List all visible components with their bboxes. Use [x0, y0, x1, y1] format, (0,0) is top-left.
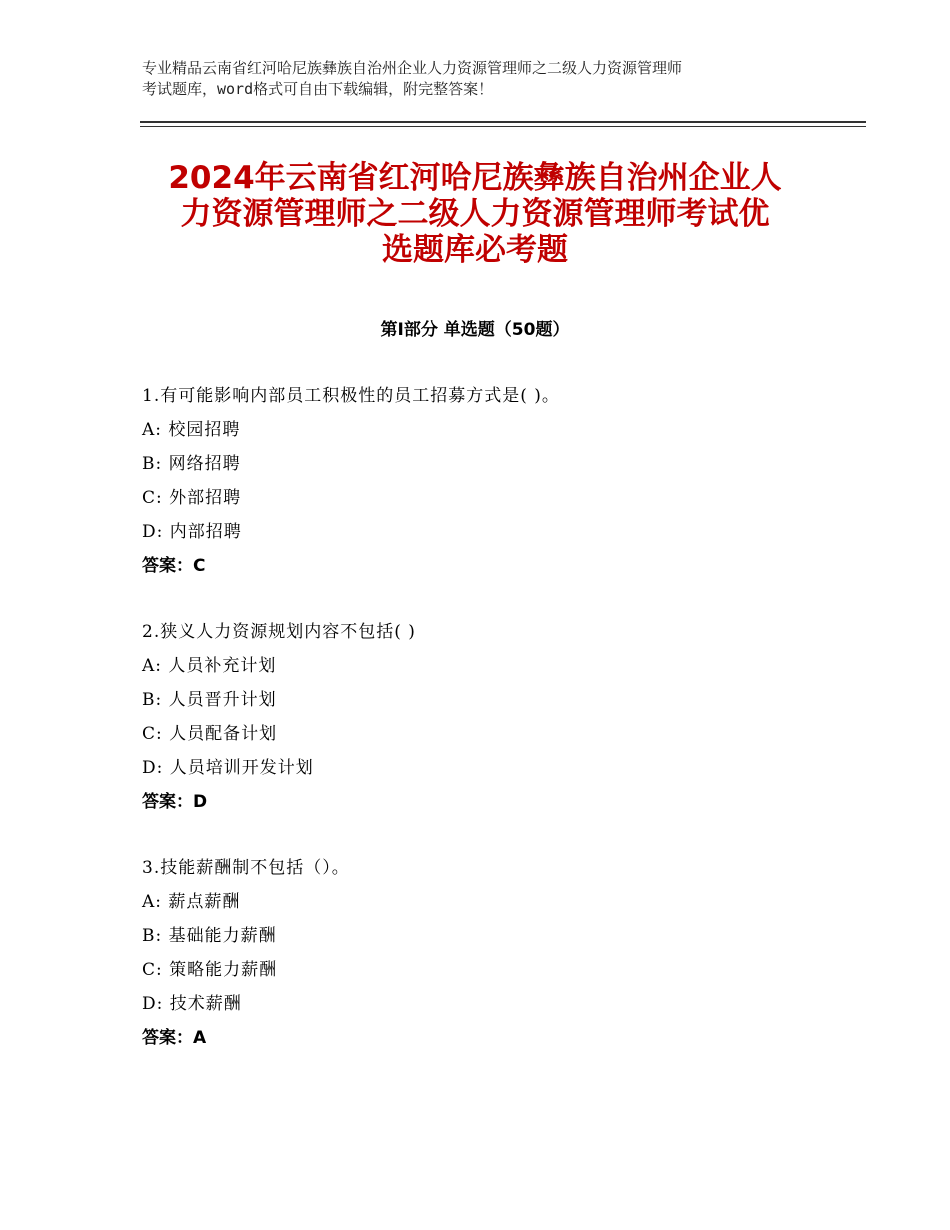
- option-c: C: 策略能力薪酬: [142, 960, 278, 980]
- question-stem: 3.技能薪酬制不包括（）。: [142, 858, 350, 878]
- option-c: C: 外部招聘: [142, 488, 242, 508]
- question-item: [142, 620, 862, 824]
- title-line-3: 选题库必考题: [382, 232, 568, 268]
- header-divider-thin: [140, 126, 866, 127]
- option-c: C: 人员配备计划: [142, 724, 278, 744]
- title-line-2: 力资源管理师之二级人力资源管理师考试优: [180, 196, 770, 232]
- option-a: A: 人员补充计划: [142, 656, 277, 676]
- document-title: [120, 160, 830, 268]
- option-d: D: 技术薪酬: [142, 994, 242, 1014]
- title-line-1: 2024年云南省红河哈尼族彝族自治州企业人: [168, 160, 782, 196]
- option-d: D: 内部招聘: [142, 522, 242, 542]
- option-a: A: 薪点薪酬: [142, 892, 241, 912]
- option-b: B: 基础能力薪酬: [142, 926, 277, 946]
- section-title: 第Ⅰ部分 单选题（50题）: [380, 320, 570, 340]
- question-item: [142, 384, 862, 588]
- option-b: B: 人员晋升计划: [142, 690, 277, 710]
- question-item: [142, 856, 862, 1060]
- header-note: [142, 58, 822, 100]
- answer-label: 答案：A: [142, 1028, 207, 1048]
- header-line-1: 专业精品云南省红河哈尼族彝族自治州企业人力资源管理师之二级人力资源管理师: [142, 59, 683, 77]
- answer-label: 答案：C: [142, 556, 206, 576]
- header-divider-thick: [140, 121, 866, 123]
- header-line-2: 考试题库，word格式可自由下载编辑，附完整答案！: [142, 80, 494, 98]
- question-stem: 1.有可能影响内部员工积极性的员工招募方式是( )。: [142, 386, 560, 406]
- option-d: D: 人员培训开发计划: [142, 758, 314, 778]
- option-a: A: 校园招聘: [142, 420, 241, 440]
- question-list: [142, 384, 862, 1092]
- question-stem: 2.狭义人力资源规划内容不包括( ): [142, 622, 416, 642]
- answer-label: 答案：D: [142, 792, 208, 812]
- option-b: B: 网络招聘: [142, 454, 241, 474]
